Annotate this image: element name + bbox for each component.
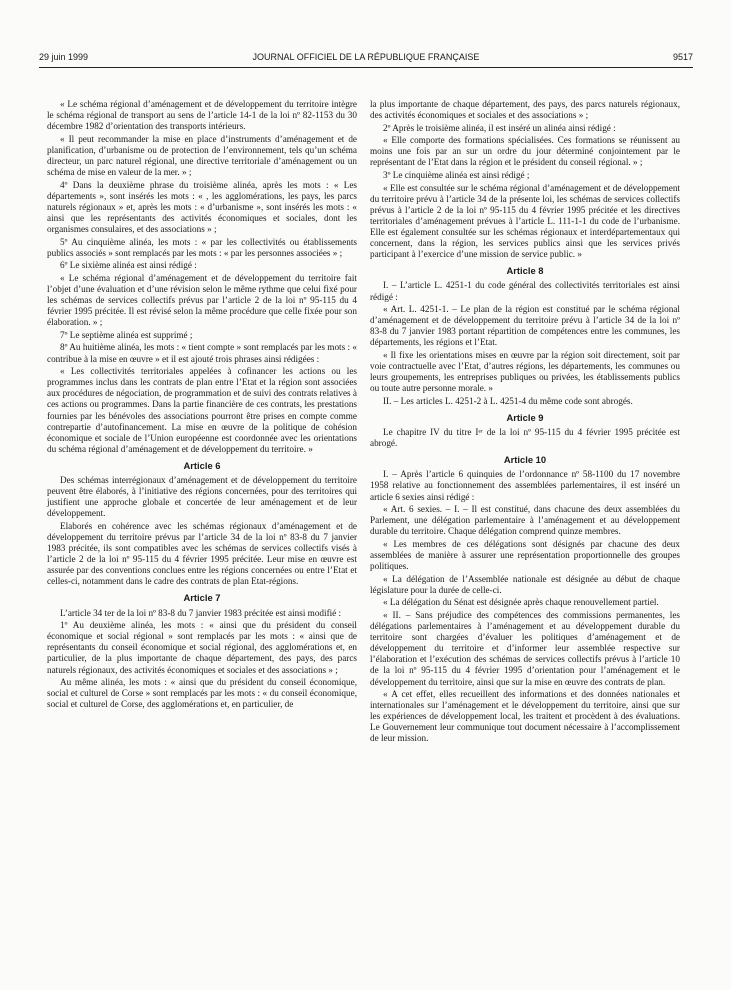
- paragraph: « Elle comporte des formations spécialisées. Ces formations se réunissent au moins une fois par an sur un ordre du jour déterminé conjointement par le représentant de l’Etat dans la région et le président du conseil régional. » ;: [370, 135, 680, 168]
- paragraph: Elaborés en cohérence avec les schémas régionaux d’aménagement et de développement du territoire prévus par l’article 34 de la loi nº 83-8 du 7 janvier 1983 précitée, ils sont compatibles avec les schémas de services collectifs visés à l’article 2 de la loi nº 95-115 du 4 février 1995 précitée. Leur mise en œuvre est assurée par des conventions conclues entre les régions concernées ou entre l’Etat et celles-ci, notamment dans le cadre des contrats de plan Etat-régions.: [47, 520, 357, 587]
- article-heading: Article 10: [503, 454, 547, 466]
- left-column: [47, 99, 357, 712]
- paragraph: « La délégation du Sénat est désignée après chaque renouvellement partiel.: [383, 597, 659, 608]
- paragraph: « La délégation de l’Assemblée nationale est désignée au début de chaque législature pour la durée de celle-ci.: [370, 573, 680, 595]
- paragraph: II. – Les articles L. 4251-2 à L. 4251-4 du même code sont abrogés.: [383, 395, 633, 406]
- paragraph: Au même alinéa, les mots : « ainsi que du président du conseil économique, social et culturel de Corse » sont remplacés par les mots : « du conseil économique, social et culturel de Corse, des agglomérations et, en particulier, de: [47, 677, 357, 710]
- paragraph: L’article 34 ter de la loi nº 83-8 du 7 janvier 1983 précitée est ainsi modifié :: [60, 607, 342, 618]
- paragraph: 8º Au huitième alinéa, les mots : « tient compte » sont remplacés par les mots : « contribue à la mise en œuvre » et il est ajouté trois phrases ainsi rédigées :: [47, 342, 357, 364]
- paragraph: 5º Au cinquième alinéa, les mots : « par les collectivités ou établissements publics associés » sont remplacés par les mots : « par les personnes associées » ;: [47, 236, 357, 258]
- header-page-number: 9517: [672, 52, 693, 62]
- paragraph: 1º Au deuxième alinéa, les mots : « ainsi que du président du conseil économique et social régional » sont remplacés par les mots : « ainsi que de représentants du conseil économique et social régional, des agglomérations et, en particulier, de la plus importante de chaque département, des pays, des parcs naturels régionaux, des activités économiques et sociales et des associations » ;: [47, 620, 357, 675]
- page-header: [39, 52, 693, 68]
- paragraph: la plus importante de chaque département, des pays, des parcs naturels régionaux, des activités économiques et sociales et des associations » ;: [370, 99, 680, 121]
- paragraph: I. – Après l’article 6 quinquies de l’ordonnance nº 58-1100 du 17 novembre 1958 relative au fonctionnement des assemblées parlementaires, il est inséré un article 6 sexies ainsi rédigé :: [370, 469, 680, 502]
- paragraph: « Art. 6 sexies. – I. – Il est constitué, dans chacune des deux assemblées du Parlement, une délégation parlementaire à l’aménagement et au développement durable du territoire. Chaque délégation comprend quinze membres.: [370, 504, 680, 537]
- paragraph: 3º Le cinquième alinéa est ainsi rédigé ;: [383, 170, 530, 181]
- header-date: 29 juin 1999: [39, 52, 89, 62]
- paragraph: 6º Le sixième alinéa est ainsi rédigé :: [60, 260, 197, 271]
- paragraph: « II. – Sans préjudice des compétences des commissions permanentes, les délégations parlementaires à l’aménagement et au développement durable du territoire sont chargées d’évaluer les politiques d’aménagement et de développement du territoire et d’informer leur assemblée respective sur l’élaboration et l’exécution des schémas de services collectifs prévus à l’article 10 de la loi nº 95-115 du 4 février 1995 d’orientation pour l’aménagement et le développement du territoire, ainsi que sur la mise en œuvre des contrats de plan.: [370, 609, 680, 687]
- paragraph: 4º Dans la deuxième phrase du troisième alinéa, après les mots : « Les départements », sont insérés les mots : « , les agglomérations, les pays, les parcs naturels régionaux » et, après les mots : « d’urbanisme », sont insérés les mots : « ainsi que les représentants des activités économiques et sociales, dont les organismes consulaires, et des associations » ;: [47, 179, 357, 235]
- header-journal-title: JOURNAL OFFICIEL DE LA RÉPUBLIQUE FRANÇAISE: [252, 52, 480, 62]
- paragraph: « Elle est consultée sur le schéma régional d’aménagement et de développement du territoire prévu à l’article 34 de la présente loi, les schémas de services collectifs prévus à l’article 2 de la loi nº 95-115 du 4 février 1995 précitée et les directives territoriales d’aménagement prévues à l’article L. 111-1-1 du code de l’urbanisme. Elle est également consultée sur les schémas régionaux et interdépartementaux qui concernent, dans la région, les services publics ainsi que les services privés participant à l’exercice d’une mission de service public. »: [370, 182, 680, 260]
- paragraph: « A cet effet, elles recueillent des informations et des données nationales et internationales sur l’aménagement et le développement du territoire, ainsi que sur les expériences de développement local, les traitent et procèdent à des évaluations. Le Gouvernement leur communique tout document nécessaire à l’accomplissement de leur mission.: [370, 689, 680, 744]
- paragraph: 2º Après le troisième alinéa, il est inséré un alinéa ainsi rédigé :: [383, 122, 616, 133]
- paragraph: « Le schéma régional d’aménagement et de développement du territoire fait l’objet d’une évaluation et d’une révision selon le même rythme que celui fixé pour les schémas de services collectifs prévus par l’article 2 de la loi nº 95-115 du 4 février 1995 précitée. Il est révisé selon la même procédure que celle fixée pour son élaboration. » ;: [47, 272, 357, 328]
- paragraph: « Il peut recommander la mise en place d’instruments d’aménagement et de planification, d’urbanisme ou de protection de l’environnement, tels qu’un schéma directeur, un parc naturel régional, une directive territoriale d’aménagement ou un schéma de mise en valeur de la mer. » ;: [47, 133, 357, 178]
- paragraph: « Les collectivités territoriales appelées à cofinancer les actions ou les programmes inclus dans les contrats de plan entre l’Etat et la région sont associées aux procédures de négociation, de programmation et de suivi des contrats relatives à ces actions ou programmes. Dans la partie financière de ces contrats, les prestations fournies par les bénévoles des associations pourront être prises en compte comme contrepartie d’autofinancement. La mise en œuvre de la politique de cohésion économique et sociale de l’Union européenne est coordonnée avec les orientations du schéma régional d’aménagement et de développement du territoire. »: [47, 366, 357, 454]
- article-heading: Article 6: [183, 459, 221, 471]
- article-heading: Article 8: [506, 265, 544, 277]
- article-heading: Article 9: [506, 411, 544, 423]
- paragraph: Le chapitre IV du titre Iᵉʳ de la loi nº 95-115 du 4 février 1995 précitée est abrogé.: [370, 427, 680, 449]
- paragraph: « Le schéma régional d’aménagement et de développement du territoire intègre le schéma régional de transport au sens de l’article 14-1 de la loi nº 82-1153 du 30 décembre 1982 d’orientation des transports intérieurs.: [47, 99, 357, 132]
- paragraph: « Les membres de ces délégations sont désignés par chacune des deux assemblées de manière à assurer une représentation proportionnelle des groupes politiques.: [370, 538, 680, 572]
- paragraph: 7º Le septième alinéa est supprimé ;: [60, 329, 193, 340]
- paragraph: « Il fixe les orientations mises en œuvre par la région soit directement, soit par voie contractuelle avec l’Etat, d’autres régions, les départements, les communes ou leurs groupements, les entreprises publiques ou privées, les établissements publics ou toute autre personne morale. »: [370, 349, 680, 394]
- paragraph: I. – L’article L. 4251-1 du code général des collectivités territoriales est ainsi rédigé :: [370, 280, 680, 302]
- header-rule: [39, 67, 693, 68]
- paragraph: « Art. L. 4251-1. – Le plan de la région est constitué par le schéma régional d’aménagement et de développement du territoire prévu à l’article 34 de la loi nº 83-8 du 7 janvier 1983 portant répartition de compétences entre les communes, les départements, les régions et l’Etat.: [370, 304, 680, 348]
- article-heading: Article 7: [183, 592, 221, 604]
- right-column: [370, 99, 680, 746]
- paragraph: Des schémas interrégionaux d’aménagement et de développement du territoire peuvent être élaborés, à l’initiative des régions concernées, pour des territoires qui justifient une approche globale et concertée de leur aménagement et de leur développement.: [47, 475, 357, 519]
